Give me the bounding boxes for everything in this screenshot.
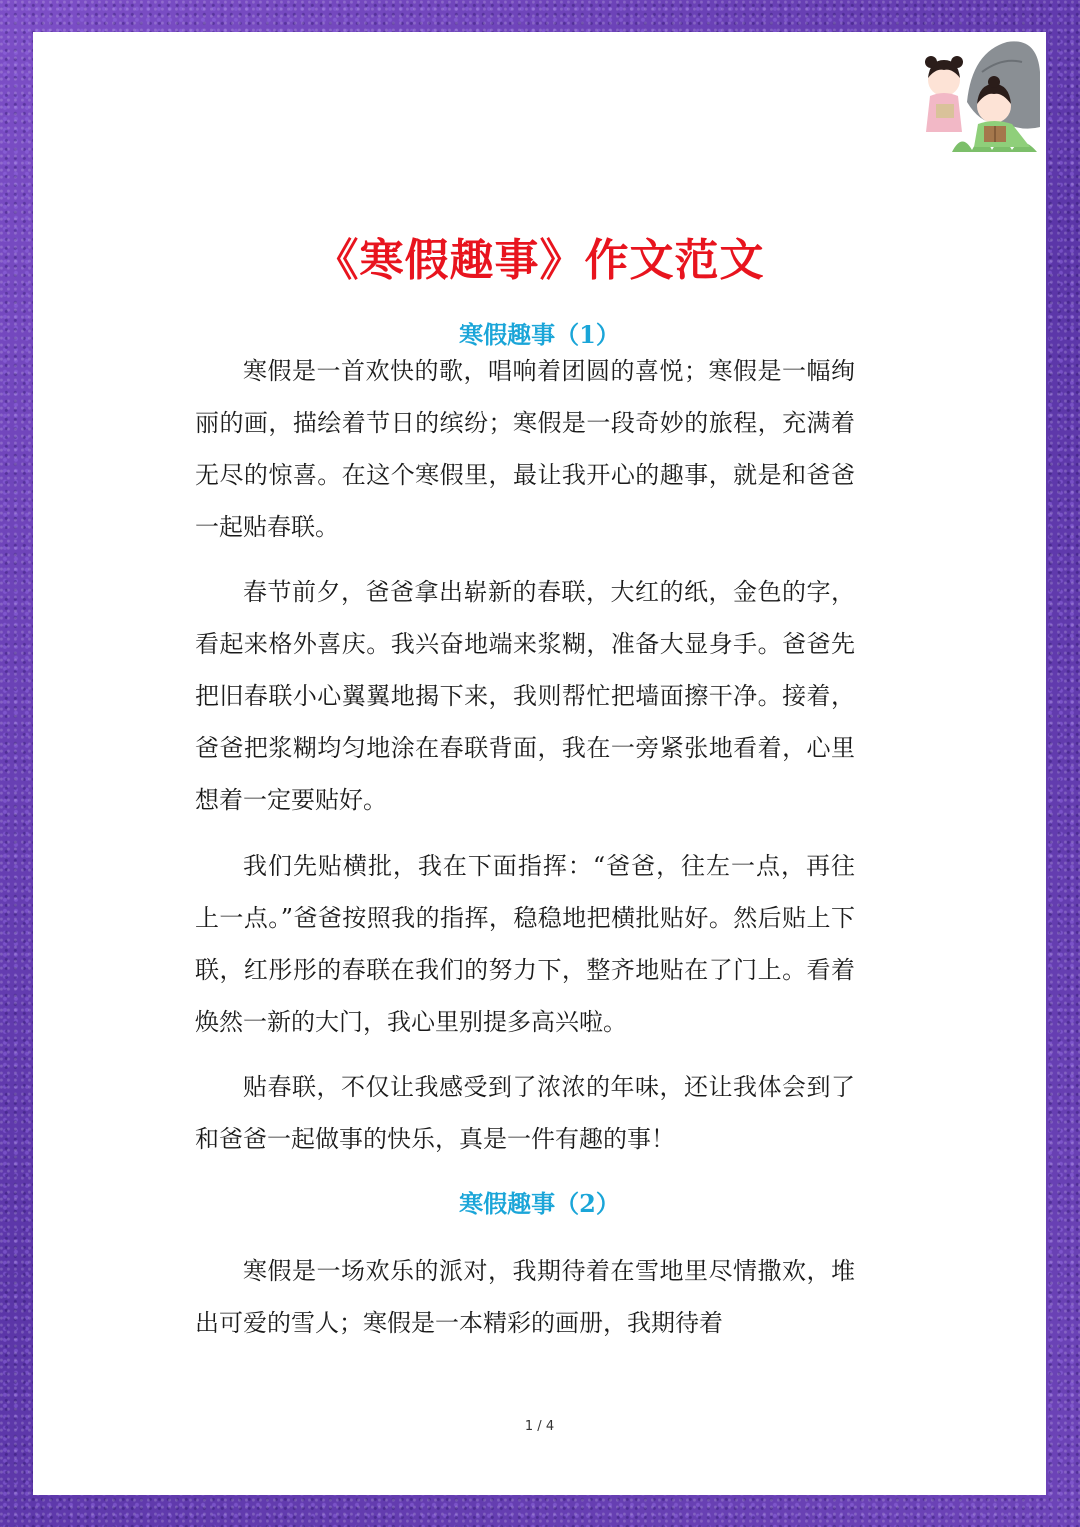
document-title: 《寒假趣事》作文范文 [314,235,765,286]
paragraph: 春节前夕，爸爸拿出崭新的春联，大红的纸，金色的字，看起来格外喜庆。我兴奋地端来浆糊，准备大显身手。爸爸先把旧春联小心翼翼地揭下来，我则帮忙把墙面擦干净。接着，爸爸把浆糊均匀地涂在春联背面，我在一旁紧张地看着，心里想着一定要贴好。 [195,578,855,814]
section-heading-2: 寒假趣事（2） [459,1189,620,1218]
paragraph: 贴春联，不仅让我感受到了浓浓的年味，还让我体会到了和爸爸一起做事的快乐，真是一件有趣的事！ [195,1073,855,1153]
paragraph: 寒假是一场欢乐的派对，我期待着在雪地里尽情撒欢，堆出可爱的雪人；寒假是一本精彩的画册，我期待着 [195,1257,855,1337]
paragraph: 我们先贴横批，我在下面指挥：“爸爸，往左一点，再往上一点。”爸爸按照我的指挥，稳稳地把横批贴好。然后贴上下联，红彤彤的春联在我们的努力下，整齐地贴在了门上。看着焕然一新的大门，我心里别提多高兴啦。 [195,852,855,1036]
section-heading-1: 寒假趣事（1） [459,320,620,349]
document-page [33,32,1046,1495]
paragraph: 寒假是一首欢快的歌，唱响着团圆的喜悦；寒假是一幅绚丽的画，描绘着节日的缤纷；寒假是一段奇妙的旅程，充满着无尽的惊喜。在这个寒假里，最让我开心的趣事，就是和爸爸一起贴春联。 [195,357,855,541]
reading-children-illustration-icon [912,32,1042,157]
page-indicator: 1 / 4 [524,1419,555,1434]
